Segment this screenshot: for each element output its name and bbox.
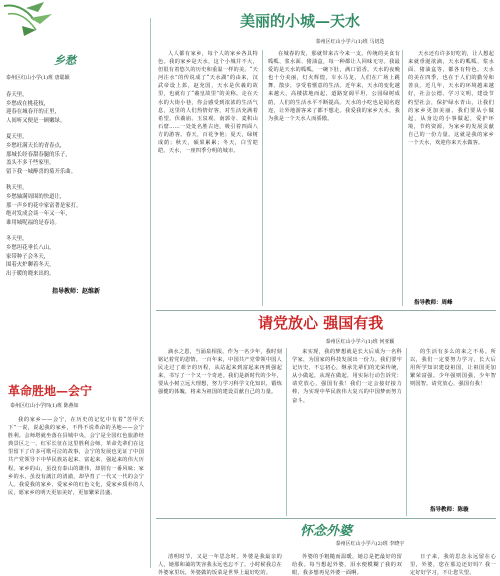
city-byline: 泰州区红山小学六(1)班 马切迭 [315, 39, 385, 45]
dream-title: 请党放心 强国有我 [258, 314, 384, 332]
poem-stanza [6, 235, 146, 278]
poem-line: 盖头不多千些家里， [6, 160, 55, 167]
poem-line: 春天里， [6, 92, 28, 98]
section-divider [156, 310, 496, 311]
poem-line: 乡愁旺满天长的青春点， [6, 142, 66, 149]
land-byline: 泰州区红山小学四(1)班 陈燕如 [10, 403, 79, 409]
city-col3: 天水还有许多好吃的，让人想起来就垂涎欲滴，天水的呱呱、浆水面、猪油盒等，都各有特色。天水的美在四季，也在于人们的勤劳和善良。近几年，天水的环境越来越好，社会公德、学习文明，建设节约型社会，保护绿水青山，让我们的家乡更加美丽。我们要从小做起，从身边的小事做起，爱护环境，节约资源，为家乡的发展贡献自己的一份力量。这就是我的家乡一个天水，欢迎你来天水做客。 [408, 51, 494, 147]
poem-line: 冬天里， [6, 236, 28, 243]
dream-col3: 的生活有多么的来之不易。所以，我们一定要努力学习，长大后用所学知识建设祖国，让祖国更加繁荣富强。少年强则国强，少年智则国智。请党放心，强国有我！ [410, 349, 496, 388]
city-col2: 在城春的发，那就带来古今来一支。传统的美食有呱呱、浆水面、猪油盒，每一种都让人回味无穷。我最爱的是天水的呱呱，一碗下肚，满口留香。天水的夜晚也十分美丽，灯火辉煌，车水马龙，人们在广场上跳舞、散步，享受着惬意的生活。近年来，天水的变化越来越大，高楼拔地而起，道路宽阔平坦，公园绿树成荫，人们的生活水平不断提高。天水的小吃也是闻名遐迩，让外地游客来了都不想走。我爱我的家乡天水，我为我是一个天水人而骄傲。 [268, 51, 400, 122]
poem-line: 那城长经春甜春腿的乐子， [6, 151, 71, 158]
grandma-col2: 外婆的手粗糙而温暖，她总是把最好的留给我。每当想起外婆，泪水便模糊了我的双眼，我多想再见外婆一面啊。 [292, 554, 402, 576]
poem-line: 家带种子会冬天， [6, 253, 50, 260]
poem-line: 秋天里， [6, 185, 28, 192]
poem-stanza [6, 133, 146, 176]
city-title: 美丽的小城—天水 [240, 12, 361, 30]
land-title: 革命胜地—会宁 [8, 384, 93, 398]
poem-line: 绝对发成会谈一年又一年， [6, 211, 71, 218]
poem-teacher: 指导教师：赵维新 [51, 288, 100, 296]
dream-col1: 滴水之恩，当涌泉相报。作为一名少年，我时刻铭记着党的恩情。一百年来，中国共产党带领中国人民走过了艰辛的历程，从站起来到富起来再到强起来，书写了一个又一个奇迹。我们是新时代的少年，要从小树立远大理想，努力学习科学文化知识，锻炼强健的体魄，将来为祖国的建设贡献自己的力量。 [158, 349, 282, 396]
poem-title: 乡愁 [54, 54, 76, 67]
column-divider [262, 50, 263, 306]
poem-line: 留下我一城醉喜的菊开乐曲。 [6, 168, 77, 175]
poem-line: 人间听又便是一顾嫩绿。 [6, 117, 66, 124]
city-teacher: 指导教师：周峰 [414, 300, 453, 306]
poem-body [6, 91, 146, 278]
grandma-col3: 日子来，我的思念永远留在心里，外婆，您在那边还好吗？我一定好好学习，不让您失望。 [410, 554, 496, 576]
grandma-byline: 泰州区红山小学六(2)班 李晓宇 [335, 541, 405, 547]
city-col1: 人人都有家乡，每个人的家乡各具特色。我的家乡是天水，这个小城并不大，但很有着悠久的历史和重温一样的美。“天河注水”的传说成了“天水湖”的由来，汉武帝设上邽，赵充国，天水是伏羲的故里，也就有了“羲皇故里”的美称。走在天水的大街小巷，你会感受到浓浓的生活气息，这里的人们热情好客，对生活充满着希望。伏羲庙、玉泉观、南郭寺、麦积山石窟……一处处名胜古迹，吸引着四面八方的游客。春天，百花争艳；夏天，绿树成荫；秋天，硕果累累；冬天，白雪皑皑。天水，一座四季分明的城市。 [158, 51, 258, 155]
poem-line: 出于暖的晓来出的。 [6, 270, 55, 277]
poem-line: 迎春在城春开的正里， [6, 109, 60, 116]
poem-line: 夏天里， [6, 134, 28, 141]
column-divider [406, 348, 407, 516]
grandma-col1: 清明时节，又是一年思念时。外婆是我最亲的人，她那和蔼的笑容我永远也忘不了。小时候我总在外婆家里玩，外婆做的饭菜是世界上最好吃的。 [158, 554, 282, 576]
poem-stanza [6, 91, 146, 125]
bamboo-decoration [0, 0, 60, 55]
poem-stanza [6, 184, 146, 227]
column-divider [150, 18, 151, 568]
poem-byline: 泰州区红山小学(1)班 唐聪颖 [6, 75, 70, 81]
poem-line: 乡愁轴满周围的快道让， [6, 193, 66, 200]
poem-line: 乡愁成在桃花枝， [6, 100, 50, 107]
poem-line: 围着火炉聊着冬天， [6, 262, 55, 269]
column-divider [286, 348, 287, 516]
dream-byline: 泰州区红山小学六(1)班 何亚颖 [325, 339, 395, 345]
grandma-title: 怀念外婆 [300, 524, 353, 539]
dream-col2: 来实现，我的梦想就是长大后成为一名科学家，为国家的科技发展出一份力。我们要牢记历史，不忘初心，继承先辈们的光荣传统，从小做起，从现在做起，用实际行动告诉党：请党放心，强国有我！我们一定会接好接力棒，为实现中华民族伟大复兴的中国梦而努力奋斗。 [292, 349, 402, 404]
land-body: 我的家乡——会宁，在历史的记忆中有着“苦甲天下”一说，说起我的家乡，不得不说革命的圣地——会宁胜利。会师塔就坐落在县城中央，会宁是全国红色旅游经典景区之一，红军长征在这里胜利会师。革命先辈们在这里留下了许多可歌可泣的故事，会宁的发展也见证了中国共产党领导下中华民族站起来、富起来、强起来的伟大历程。家乡的山，虽没有泰山的雄伟，却别有一番风味；家乡的水，虽没有漓江的清澈，却孕育了一代又一代的会宁人。我爱我的家乡，爱家乡的红色文化，爱家乡质朴的人民，愿家乡的明天更加美好，更加繁荣昌盛。 [8, 417, 144, 496]
dream-teacher: 指导教师：陈璇 [430, 507, 469, 513]
poem-line: 乡愁坦花垂长八山， [6, 244, 55, 251]
poem-line: 那一声乡的花中家富著是家打， [6, 202, 82, 209]
section-divider [156, 518, 496, 519]
column-divider [402, 50, 403, 306]
poem-section [6, 52, 146, 347]
poem-line: 谁用城呢福的是春诗。 [6, 219, 60, 226]
